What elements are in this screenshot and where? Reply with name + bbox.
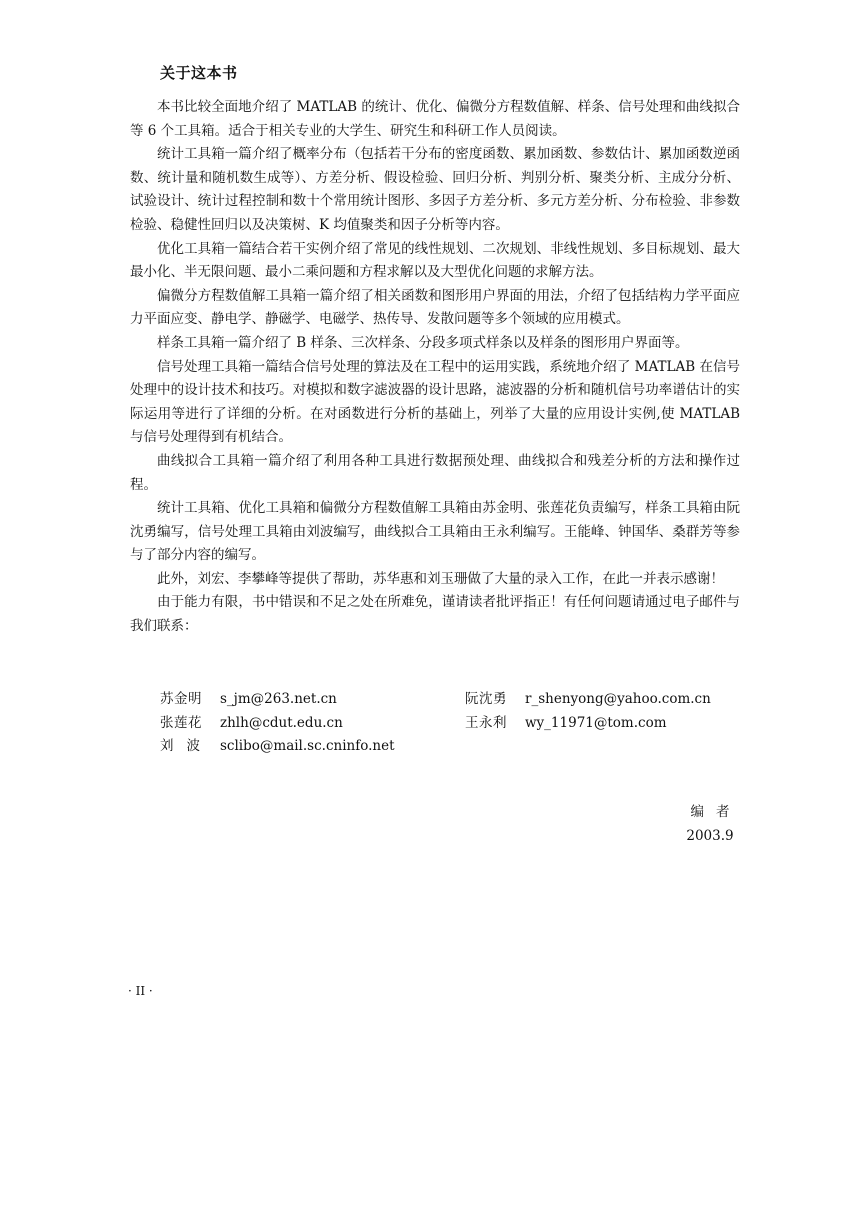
- paragraph-curve-fitting: 曲线拟合工具箱一篇介绍了利用各种工具进行数据预处理、曲线拟合和残差分析的方法和操作过程。: [130, 452, 740, 493]
- paragraph-thanks: 此外，刘宏、李攀峰等提供了帮助，苏华惠和刘玉珊做了大量的录入工作，在此一并表示感谢！: [157, 570, 724, 587]
- paragraph-authors: 统计工具箱、优化工具箱和偏微分方程数值解工具箱由苏金明、张莲花负责编写，样条工具箱由阮沈勇编写，信号处理工具箱由刘波编写，曲线拟合工具箱由王永利编写。王能峰、钟国华、桑群芳等参与了部分内容的编写。: [130, 500, 740, 564]
- contact-name: 阮沈勇: [465, 691, 507, 707]
- page-number: · II ·: [128, 984, 153, 998]
- paragraph-intro: 本书比较全面地介绍了 MATLAB 的统计、优化、偏微分方程数值解、样条、信号处理和曲线拟合等 6 个工具箱。适合于相关专业的大学生、研究生和科研工作人员阅读。: [130, 99, 740, 139]
- contact-name: 刘波: [160, 738, 213, 755]
- paragraph-statistics: 统计工具箱一篇介绍了概率分布（包括若干分布的密度函数、累加函数、参数估计、累加函数逆函数、统计量和随机数生成等）、方差分析、假设检验、回归分析、判别分析、聚类分析、主成分分析、试验设计、统计过程控制和数十个常用统计图形、多因子方差分析、多元方差分析、分布检验、非参数检验、稳健性回归以及决策树、K 均值聚类和因子分析等内容。: [130, 146, 740, 233]
- preface-body: [130, 96, 740, 639]
- signature-block: [675, 800, 745, 848]
- contact-list: [160, 688, 720, 759]
- contact-email: sclibo@mail.sc.cninfo.net: [220, 738, 395, 755]
- contact-name: 张莲花: [160, 714, 202, 731]
- paragraph-spline: 样条工具箱一篇介绍了 B 样条、三次样条、分段多项式样条以及样条的图形用户界面等。: [157, 334, 689, 351]
- contact-email: s_jm@263.net.cn: [220, 691, 337, 707]
- page-title: 关于这本书: [160, 64, 238, 82]
- contact-row: [160, 688, 720, 712]
- contact-name: 王永利: [465, 714, 507, 731]
- contact-email: r_shenyong@yahoo.com.cn: [525, 691, 711, 707]
- paragraph-contact: 由于能力有限，书中错误和不足之处在所难免，谨请读者批评指正！有任何问题请通过电子邮件与我们联系：: [130, 594, 740, 635]
- signature-author: 编者: [690, 804, 742, 820]
- paragraph-signal: 信号处理工具箱一篇结合信号处理的算法及在工程中的运用实践，系统地介绍了 MATLAB 在信号处理中的设计技术和技巧。对模拟和数字滤波器的设计思路，滤波器的分析和随机信号功率谱估计的实际运用等进行了详细的分析。在对函数进行分析的基础上，列举了大量的应用设计实例,使 MATLAB 与信号处理得到有机结合。: [130, 358, 740, 446]
- signature-date: 2003.9: [686, 828, 734, 844]
- contact-row: [160, 712, 720, 736]
- contact-name: 苏金明: [160, 691, 202, 707]
- contact-email: wy_11971@tom.com: [525, 714, 667, 731]
- paragraph-optimization: 优化工具箱一篇结合若干实例介绍了常见的线性规划、二次规划、非线性规划、多目标规划、最大最小化、半无限问题、最小二乘问题和方程求解以及大型优化问题的求解方法。: [130, 240, 740, 281]
- contact-email: zhlh@cdut.edu.cn: [220, 714, 343, 731]
- paragraph-pde: 偏微分方程数值解工具箱一篇介绍了相关函数和图形用户界面的用法，介绍了包括结构力学平面应力平面应变、静电学、静磁学、电磁学、热传导、发散问题等多个领域的应用模式。: [130, 287, 740, 328]
- contact-row: [160, 735, 720, 759]
